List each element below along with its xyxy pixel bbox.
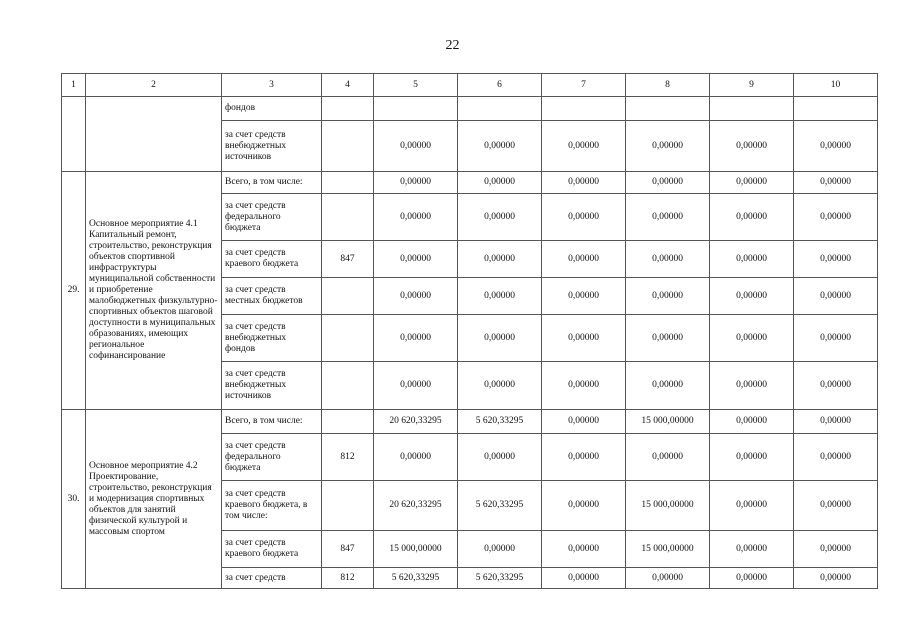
amount-cell: 0,00000 [710, 278, 794, 315]
amount-cell: 0,00000 [458, 362, 542, 410]
column-header: 6 [458, 74, 542, 97]
amount-cell: 0,00000 [626, 241, 710, 278]
amount-cell: 0,00000 [710, 568, 794, 589]
amount-cell: 0,00000 [794, 568, 878, 589]
funding-source: за счет средств внебюджетных источников [222, 362, 322, 410]
amount-cell: 0,00000 [626, 172, 710, 194]
table-row [62, 97, 878, 121]
amount-cell: 20 620,33295 [374, 410, 458, 434]
amount-cell: 0,00000 [542, 410, 626, 434]
funding-source: за счет средств внебюджетных источников [222, 121, 322, 172]
amount-cell: 0,00000 [542, 194, 626, 241]
column-header: 8 [626, 74, 710, 97]
amount-cell: 0,00000 [710, 121, 794, 172]
funding-source: за счет средств местных бюджетов [222, 278, 322, 315]
amount-cell: 0,00000 [794, 481, 878, 531]
budget-code [322, 481, 374, 531]
column-header: 3 [222, 74, 322, 97]
amount-cell: 0,00000 [794, 531, 878, 568]
table-header-row [62, 74, 878, 97]
amount-cell: 0,00000 [458, 121, 542, 172]
budget-code [322, 97, 374, 121]
amount-cell: 0,00000 [458, 531, 542, 568]
page-number: 22 [445, 38, 460, 53]
column-header: 1 [62, 74, 86, 97]
amount-cell [458, 97, 542, 121]
amount-cell: 0,00000 [542, 315, 626, 362]
amount-cell: 0,00000 [542, 121, 626, 172]
amount-cell: 0,00000 [626, 315, 710, 362]
budget-table [61, 73, 878, 589]
amount-cell: 0,00000 [374, 194, 458, 241]
funding-source: Всего, в том числе: [222, 172, 322, 194]
item-number: 30. [62, 410, 86, 589]
amount-cell: 15 000,00000 [374, 531, 458, 568]
amount-cell: 15 000,00000 [626, 481, 710, 531]
amount-cell: 0,00000 [710, 241, 794, 278]
funding-source: за счет средств краевого бюджета, в том числе: [222, 481, 322, 531]
amount-cell: 0,00000 [542, 568, 626, 589]
amount-cell: 0,00000 [542, 362, 626, 410]
item-number: 29. [62, 172, 86, 410]
amount-cell: 0,00000 [374, 362, 458, 410]
amount-cell: 0,00000 [794, 278, 878, 315]
amount-cell: 0,00000 [794, 241, 878, 278]
amount-cell: 0,00000 [374, 172, 458, 194]
budget-code [322, 278, 374, 315]
amount-cell [542, 97, 626, 121]
amount-cell: 5 620,33295 [374, 568, 458, 589]
amount-cell: 0,00000 [794, 172, 878, 194]
amount-cell: 0,00000 [710, 194, 794, 241]
item-title: Основное мероприятие 4.1 Капитальный ремонт, строительство, реконструкция объектов спортивной инфраструктуры муниципальной собственности и приобретение малобюджетных физкультурно-спортивных объектов шаговой доступности в муниципальных образованиях, имеющих региональное софинансирование [86, 172, 222, 410]
budget-code: 812 [322, 568, 374, 589]
funding-source: за счет средств краевого бюджета [222, 531, 322, 568]
amount-cell: 0,00000 [710, 434, 794, 481]
funding-source: за счет средств федерального бюджета [222, 194, 322, 241]
amount-cell: 0,00000 [374, 121, 458, 172]
amount-cell: 0,00000 [794, 121, 878, 172]
amount-cell: 0,00000 [794, 362, 878, 410]
amount-cell [374, 97, 458, 121]
amount-cell: 0,00000 [626, 278, 710, 315]
funding-source: за счет средств краевого бюджета [222, 241, 322, 278]
amount-cell: 0,00000 [542, 434, 626, 481]
amount-cell: 0,00000 [374, 278, 458, 315]
amount-cell: 0,00000 [626, 121, 710, 172]
amount-cell: 5 620,33295 [458, 568, 542, 589]
column-header: 9 [710, 74, 794, 97]
amount-cell: 0,00000 [794, 194, 878, 241]
amount-cell [710, 97, 794, 121]
budget-code [322, 410, 374, 434]
column-header: 7 [542, 74, 626, 97]
amount-cell [794, 97, 878, 121]
budget-code [322, 362, 374, 410]
budget-code [322, 172, 374, 194]
item-number [62, 97, 86, 172]
table-row [62, 410, 878, 434]
amount-cell: 0,00000 [458, 434, 542, 481]
amount-cell: 0,00000 [794, 410, 878, 434]
funding-source: фондов [222, 97, 322, 121]
amount-cell: 0,00000 [710, 531, 794, 568]
amount-cell: 5 620,33295 [458, 481, 542, 531]
amount-cell [626, 97, 710, 121]
table-row [62, 172, 878, 194]
amount-cell: 0,00000 [458, 315, 542, 362]
funding-source: за счет средств [222, 568, 322, 589]
budget-code [322, 315, 374, 362]
budget-code [322, 194, 374, 241]
amount-cell: 0,00000 [458, 278, 542, 315]
amount-cell: 0,00000 [794, 434, 878, 481]
funding-source: Всего, в том числе: [222, 410, 322, 434]
amount-cell: 0,00000 [626, 194, 710, 241]
amount-cell: 0,00000 [710, 172, 794, 194]
column-header: 5 [374, 74, 458, 97]
funding-source: за счет средств федерального бюджета [222, 434, 322, 481]
column-header: 4 [322, 74, 374, 97]
amount-cell: 5 620,33295 [458, 410, 542, 434]
amount-cell: 0,00000 [374, 315, 458, 362]
amount-cell: 0,00000 [626, 568, 710, 589]
amount-cell: 0,00000 [626, 362, 710, 410]
amount-cell: 20 620,33295 [374, 481, 458, 531]
amount-cell: 0,00000 [542, 241, 626, 278]
item-title [86, 97, 222, 172]
amount-cell: 0,00000 [710, 410, 794, 434]
column-header: 10 [794, 74, 878, 97]
amount-cell: 0,00000 [542, 531, 626, 568]
amount-cell: 0,00000 [626, 434, 710, 481]
amount-cell: 0,00000 [458, 172, 542, 194]
budget-code [322, 121, 374, 172]
amount-cell: 0,00000 [374, 434, 458, 481]
budget-code: 847 [322, 241, 374, 278]
amount-cell: 0,00000 [542, 278, 626, 315]
amount-cell: 15 000,00000 [626, 531, 710, 568]
amount-cell: 0,00000 [458, 241, 542, 278]
item-title: Основное мероприятие 4.2 Проектирование, строительство, реконструкция и модернизация спортивных объектов для занятий физической культурой и массовым спортом [86, 410, 222, 589]
amount-cell: 0,00000 [542, 172, 626, 194]
funding-source: за счет средств внебюджетных фондов [222, 315, 322, 362]
budget-code: 847 [322, 531, 374, 568]
amount-cell: 0,00000 [710, 481, 794, 531]
amount-cell: 15 000,00000 [626, 410, 710, 434]
amount-cell: 0,00000 [794, 315, 878, 362]
amount-cell: 0,00000 [710, 315, 794, 362]
amount-cell: 0,00000 [542, 481, 626, 531]
column-header: 2 [86, 74, 222, 97]
amount-cell: 0,00000 [458, 194, 542, 241]
amount-cell: 0,00000 [710, 362, 794, 410]
amount-cell: 0,00000 [374, 241, 458, 278]
budget-code: 812 [322, 434, 374, 481]
